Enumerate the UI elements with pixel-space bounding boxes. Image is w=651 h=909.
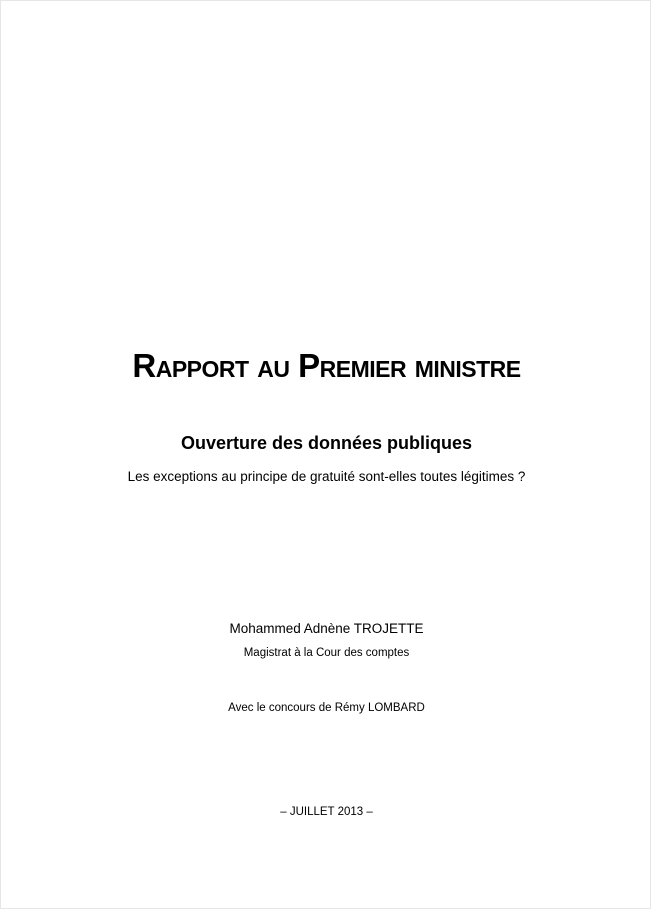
author-role: Magistrat à la Cour des comptes	[243, 647, 410, 659]
contribution-note: Avec le concours de Rémy LOMBARD	[228, 702, 425, 714]
publication-date: – JUILLET 2013 –	[280, 806, 373, 818]
report-title: Rapport au Premier ministre	[132, 347, 521, 384]
report-subtitle: Ouverture des données publiques	[180, 433, 473, 453]
author-name: Mohammed Adnène TROJETTE	[229, 621, 424, 636]
report-tagline: Les exceptions au principe de gratuité sont-elles toutes légitimes ?	[127, 469, 526, 484]
